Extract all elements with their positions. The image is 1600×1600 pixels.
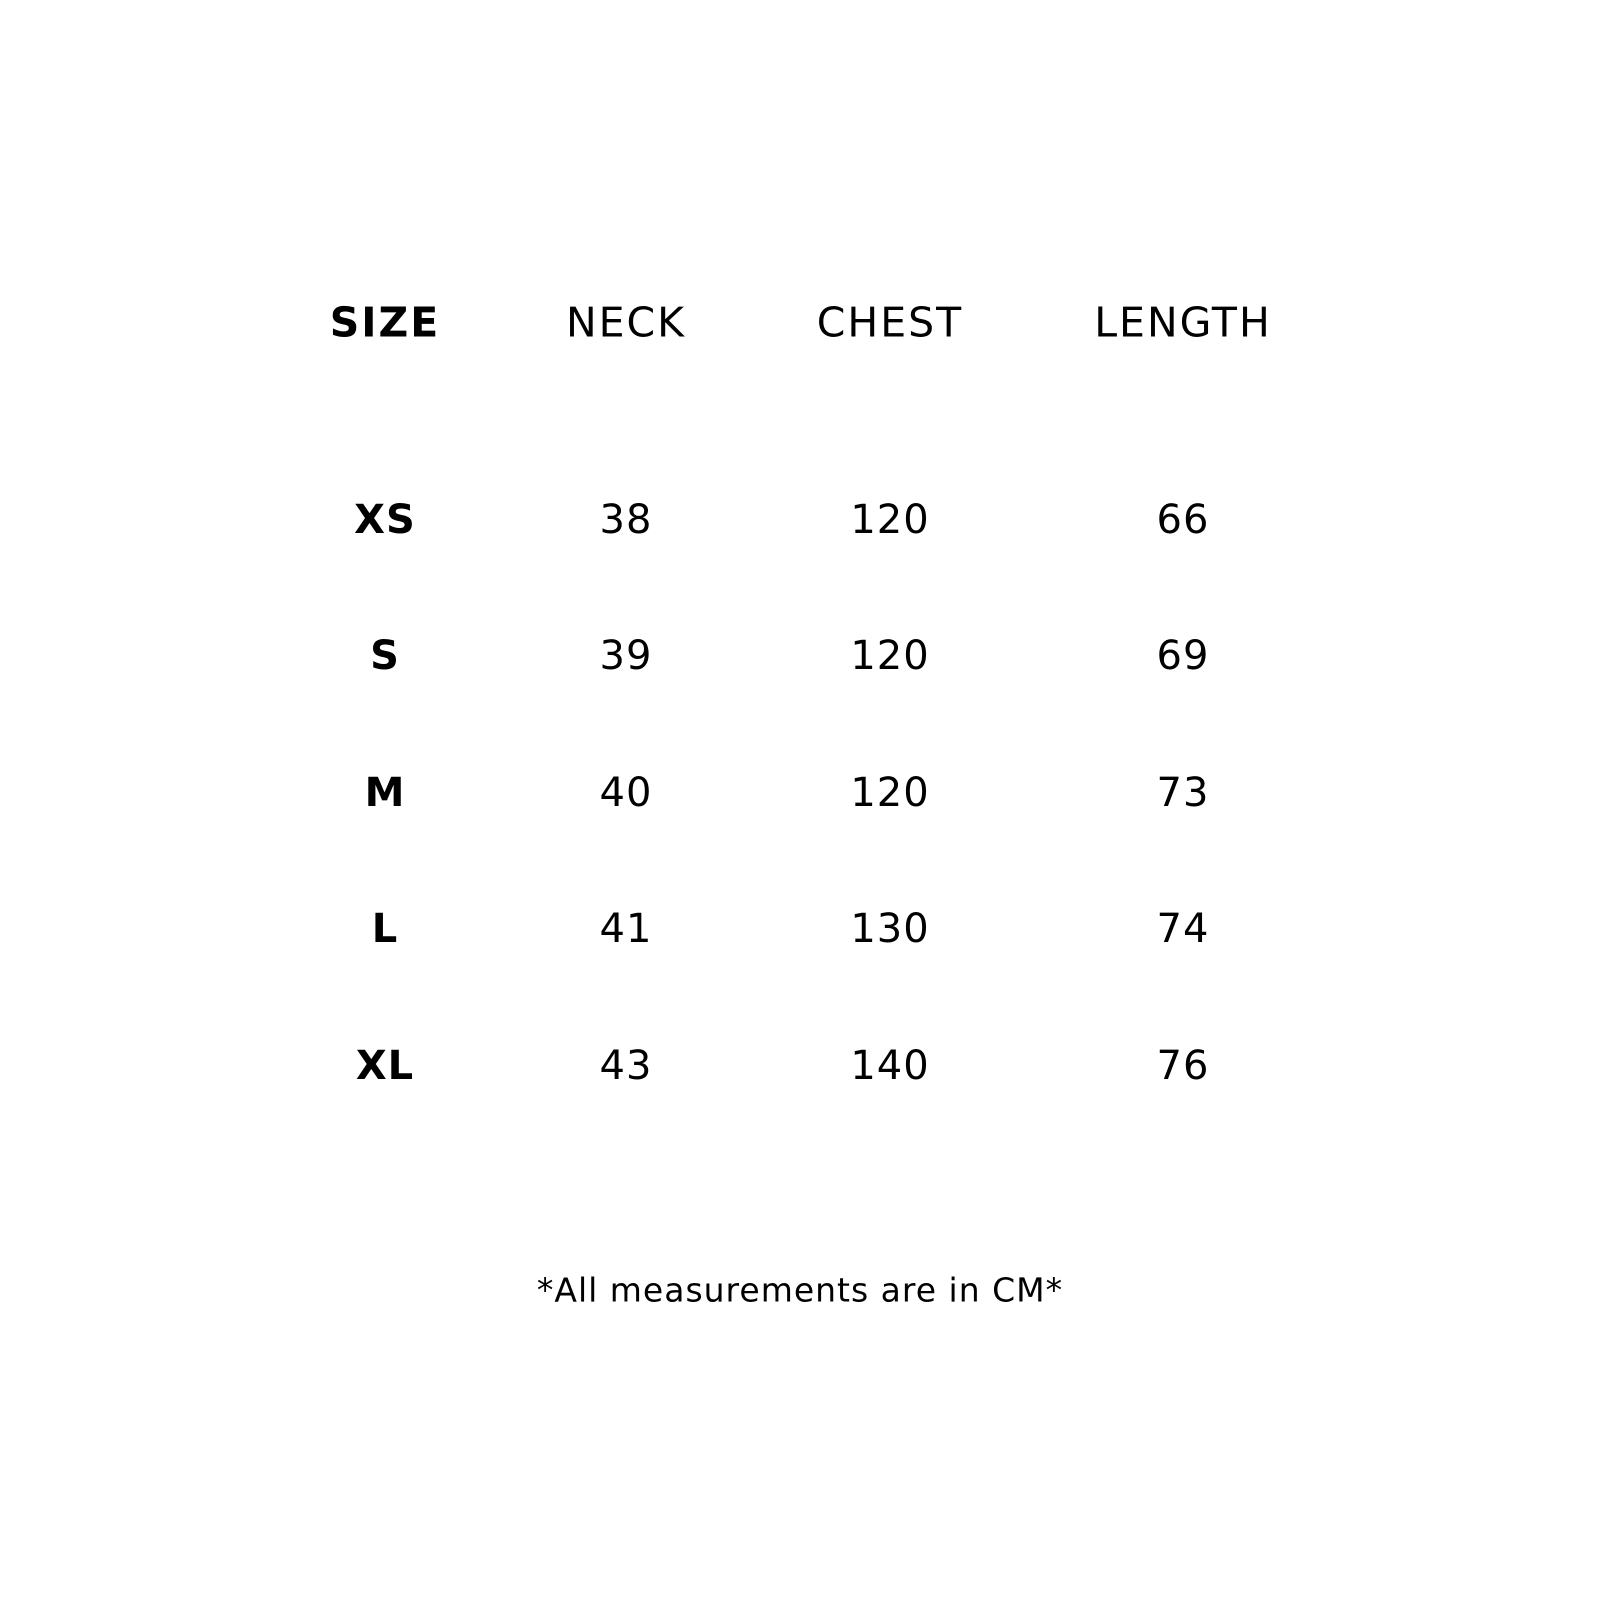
neck-value: 41 (599, 906, 653, 952)
header-length: LENGTH (1094, 298, 1272, 347)
size-label: M (364, 770, 406, 816)
length-value: 73 (1156, 770, 1210, 816)
size-label: XL (355, 1043, 415, 1089)
chest-value: 120 (850, 770, 930, 816)
size-label: L (371, 906, 399, 952)
chest-value: 120 (850, 497, 930, 543)
chest-value: 130 (850, 906, 930, 952)
chest-value: 140 (850, 1043, 930, 1089)
header-chest: CHEST (816, 298, 964, 347)
size-label: XS (354, 497, 416, 543)
length-value: 66 (1156, 497, 1210, 543)
length-value: 76 (1156, 1043, 1210, 1089)
header-size: SIZE (329, 298, 441, 347)
length-value: 74 (1156, 906, 1210, 952)
neck-value: 38 (599, 497, 653, 543)
chest-value: 120 (850, 633, 930, 679)
neck-value: 39 (599, 633, 653, 679)
length-value: 69 (1156, 633, 1210, 679)
header-neck: NECK (565, 298, 687, 347)
neck-value: 40 (599, 770, 653, 816)
measurement-note: *All measurements are in CM* (536, 1270, 1064, 1310)
neck-value: 43 (599, 1043, 653, 1089)
size-label: S (370, 633, 400, 679)
